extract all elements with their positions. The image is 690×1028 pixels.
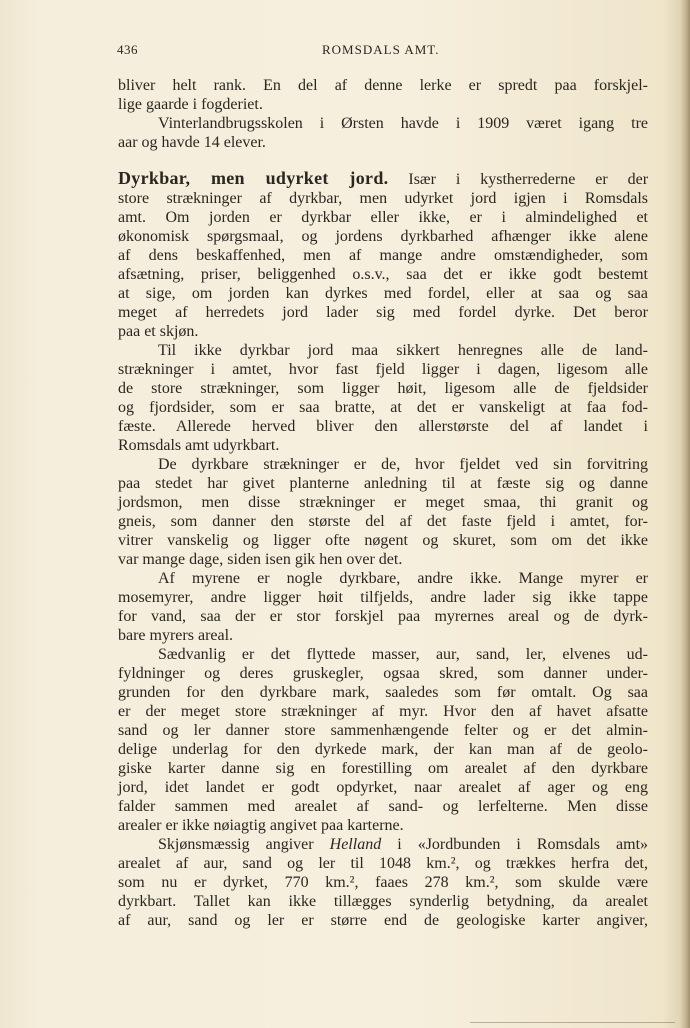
text-line: er der meget store strækninger af myr. Hvor den af havet afsatte xyxy=(118,703,648,720)
text-line: bliver helt rank. En del af denne lerke er spredt paa forskjel- xyxy=(118,77,648,94)
text-line: vitrer vanskelig og ligger ofte nøgent og skuret, som om det ikke xyxy=(118,532,648,549)
text-line: af aur, sand og ler er større end de geologiske karter angiver, xyxy=(118,912,648,929)
bottom-edge-line xyxy=(470,1022,675,1023)
page-edge-shadow xyxy=(680,0,690,1028)
section-first-line-text: Især i kystherrederne er der xyxy=(408,171,649,188)
text-line: meget af herredets jord lader sig med fordel dyrke. Det beror xyxy=(118,304,648,321)
section-heading: Dyrkbar, men udyrket jord. xyxy=(118,168,389,188)
text-line: fæste. Allerede herved bliver den allerstørste del af landet i xyxy=(118,418,648,435)
text-line: aar og havde 14 elever. xyxy=(118,134,266,151)
text-line: fyldninger og deres gruskegler, ogsaa skred, som danner under- xyxy=(118,665,648,682)
section-gap xyxy=(118,152,648,167)
text-run: i «Jordbunden i Romsdals amt» xyxy=(381,836,649,853)
text-line: delige underlag for den dyrkede mark, der kan man af de geolo- xyxy=(118,741,648,758)
text-line: og fjordsider, som er saa bratte, at det er vanskeligt at faa fod- xyxy=(118,399,648,416)
text-line: store strækninger af dyrkbar, men udyrket jord igjen i Romsdals xyxy=(118,190,648,207)
text-line: dyrkbart. Tallet kan ikke tillægges synderlig betydning, da arealet xyxy=(118,893,648,910)
section-first-line xyxy=(118,167,648,189)
text-line: strækninger i amtet, hvor fast fjeld ligger i dagen, ligesom alle xyxy=(118,361,648,378)
text-line: gneis, som danner den største del af det faste fjeld i amtet, for- xyxy=(118,513,648,530)
running-title: ROMSDALS AMT. xyxy=(322,42,440,57)
text-line: falder sammen med arealet af sand- og lerfelterne. Men disse xyxy=(118,798,648,815)
text-line: amt. Om jorden er dyrkbar eller ikke, er i almindelighed et xyxy=(118,209,648,226)
text-line: var mange dage, siden isen gik hen over det. xyxy=(118,551,403,568)
running-header xyxy=(117,42,647,62)
text-line-with-citation xyxy=(118,835,648,854)
text-line: giske karter danne sig en forestilling om arealet af den dyrkbare xyxy=(118,760,648,777)
text-line: de store strækninger, som ligger høit, ligesom alle de fjeldsider xyxy=(118,380,648,397)
text-line: afsætning, priser, beliggenhed o.s.v., saa det er ikke godt bestemt xyxy=(118,266,648,283)
text-line: for vand, saa der er stor forskjel paa myrernes areal og de dyrk- xyxy=(118,608,648,625)
text-line: De dyrkbare strækninger er de, hvor fjeldet ved sin forvitring xyxy=(158,456,648,473)
text-line: paa stedet har givet planterne anledning til at fæste sig og danne xyxy=(118,475,648,492)
body-text xyxy=(118,76,648,930)
text-line: sand og ler danner store sammenhængende felter og er det almin- xyxy=(118,722,648,739)
text-line: arealet af aur, sand og ler til 1048 km.², og trækkes herfra det, xyxy=(118,855,648,872)
text-line: mosemyrer, andre ligger høit tilfjelds, andre lader sig ikke tappe xyxy=(118,589,648,606)
text-line: jordsmon, men disse strækninger er meget smaa, thi granit og xyxy=(118,494,648,511)
text-line: Sædvanlig er det flyttede masser, aur, sand, ler, elvenes ud- xyxy=(158,646,648,663)
text-line: arealer er ikke nøiagtig angivet paa karterne. xyxy=(118,817,404,834)
text-line: jord, idet landet er godt opdyrket, naar arealet af ager og eng xyxy=(118,779,648,796)
text-line: at sige, om jorden kan dyrkes med fordel, eller at saa og saa xyxy=(118,285,648,302)
text-line: som nu er dyrket, 770 km.², faaes 278 km.², som skulde være xyxy=(118,874,648,891)
text-line: økonomisk spørgsmaal, og jordens dyrkbarhed afhænger ikke alene xyxy=(118,228,648,245)
author-name: Helland xyxy=(329,836,382,853)
text-line: Til ikke dyrkbar jord maa sikkert henregnes alle de land- xyxy=(158,342,648,359)
text-line: paa et skjøn. xyxy=(118,323,199,340)
page-number: 436 xyxy=(117,42,138,57)
text-line: af dens beskaffenhed, men af mange andre omstændigheder, som xyxy=(118,247,648,264)
text-line: Vinterlandbrugsskolen i Ørsten havde i 1909 været igang tre xyxy=(158,115,648,132)
text-line: Romsdals amt udyrkbart. xyxy=(118,437,280,454)
text-run: Skjønsmæssig angiver xyxy=(158,836,330,853)
text-line: lige gaarde i fogderiet. xyxy=(118,96,263,113)
text-line: Af myrene er nogle dyrkbare, andre ikke. Mange myrer er xyxy=(158,570,648,587)
text-line: bare myrers areal. xyxy=(118,627,234,644)
text-line: grunden for den dyrkbare mark, saaledes som før omtalt. Og saa xyxy=(118,684,648,701)
